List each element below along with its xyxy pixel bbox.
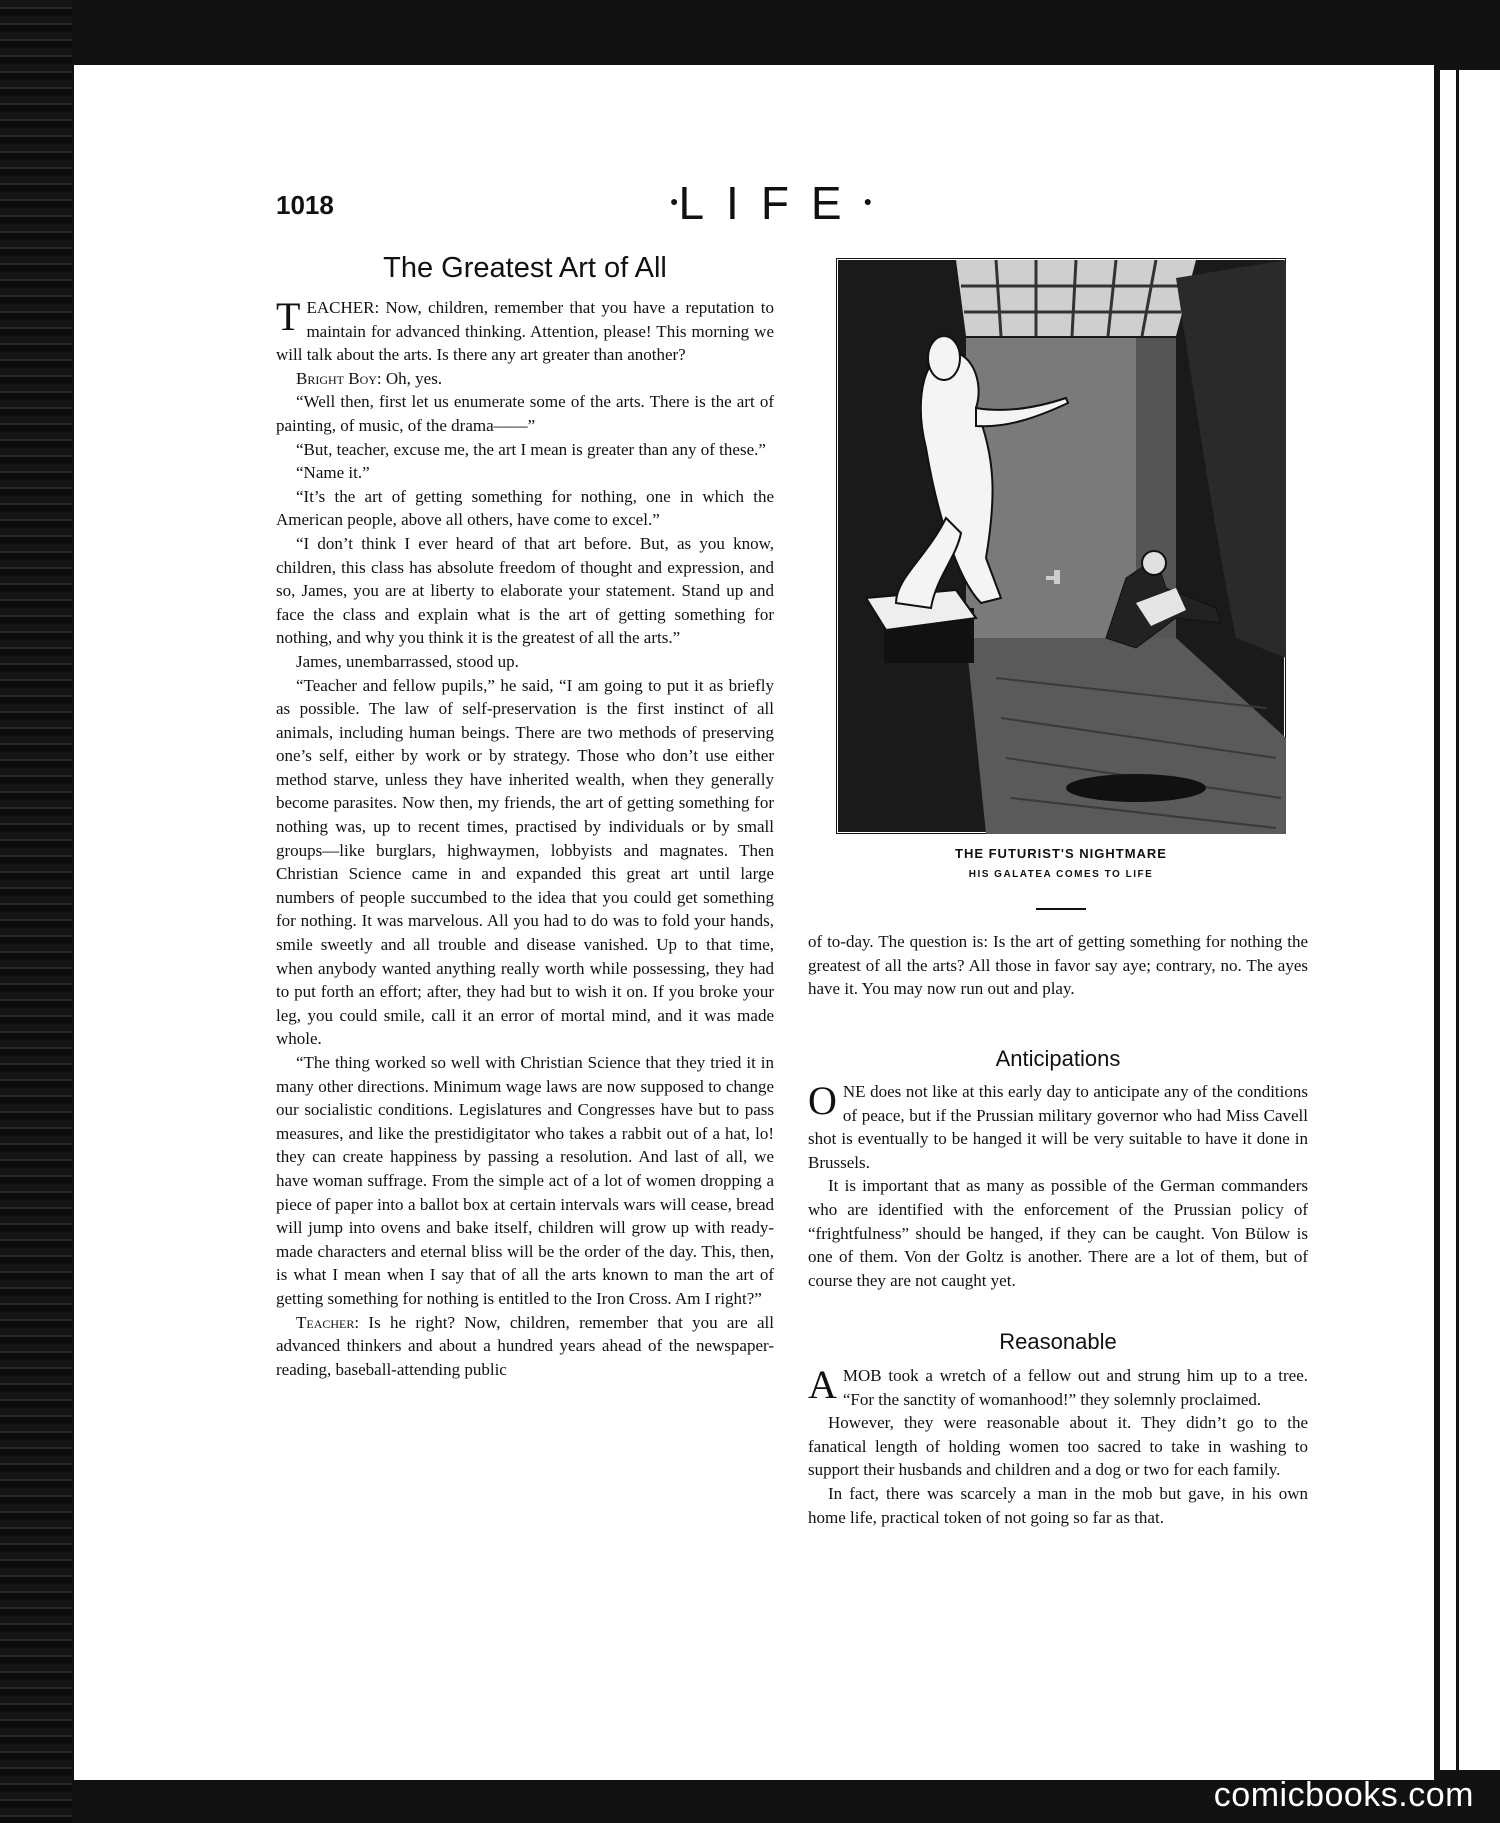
lead-word: MOB [842,1366,882,1385]
dropcap: O [808,1078,837,1123]
article-paragraph [808,1080,1308,1174]
article-title-greatest-art: The Greatest Art of All [383,252,667,284]
paragraph-text: : Now, children, remember that you have a reputation to maintain for advanced thinking. Attention, please! This morning we will talk about the arts. Is there any art greater than another? [276,298,774,365]
lead-word: NE [842,1082,866,1101]
article-paragraph: of to-day. The question is: Is the art of getting something for nothing the greatest of all the arts? All those in favor say aye; contrary, no. The ayes have it. You may now run out and play. [808,932,1308,999]
paragraph-text: took a wretch of a fellow out and strung him up to a tree. “For the sanctity of womanhood!” they solemnly proclaimed. [842,1366,1308,1409]
article-paragraph [276,367,774,391]
article-paragraph: “Name it.” [296,463,370,483]
paragraph-text: : Oh, yes. [376,368,443,388]
masthead [670,176,872,230]
paragraph-text: : Is he right? Now, children, remember that you are all advanced thinkers and about a hundred years ahead of the newspaper-reading, baseball-attending public [276,1312,774,1379]
adjacent-page-edge [1440,70,1500,1770]
article-paragraph: James, unembarrassed, stood up. [296,651,519,671]
paragraph-text: does not like at this early day to anticipate any of the conditions of peace, but if the Prussian military governor who had Miss Cavell shot is eventually to be hanged it will be very suitable to have it done in Brussels. [808,1082,1308,1172]
article-paragraph: “I don’t think I ever heard of that art before. But, as you know, children, this class has absolute freedom of thought and expression, and so, James, you are at liberty to elaborate your statement. Stand up and face the class and explain what is the art of getting something for nothing, and why you think it is the greatest of all the arts.” [276,533,774,648]
watermark: comicbooks.com [1213,1776,1474,1814]
article-paragraph [808,1364,1308,1411]
section-divider [1036,908,1086,910]
article-title-anticipations: Anticipations [995,1046,1121,1071]
dropcap: A [808,1362,837,1407]
article-paragraph: “It’s the art of getting something for nothing, one in which the American people, above all others, have come to excel.” [276,486,774,530]
article-paragraph [276,296,774,367]
dropcap: T [276,294,301,339]
article-paragraph: However, they were reasonable about it. They didn’t go to the fanatical length of holding women too sacred to take in washing to support their husbands and children and a dog or two for each family. [808,1413,1308,1480]
article-title-reasonable: Reasonable [999,1329,1117,1354]
masthead-dot-icon: ● [670,192,679,209]
article-paragraph: “Well then, first let us enumerate some of the arts. There is the art of painting, of music, of the drama——” [276,392,774,435]
article-paragraph: “But, teacher, excuse me, the art I mean is greater than any of these.” [296,439,766,459]
caption-title: THE FUTURIST'S NIGHTMARE [955,846,1167,861]
masthead-title: LIFE [678,177,864,229]
lead-word: EACHER [306,298,375,317]
article-paragraph [276,1311,774,1382]
article-body-reasonable [808,1364,1308,1529]
article-body-greatest-art [276,296,774,1381]
article-body-anticipations [808,1080,1308,1292]
article-paragraph: “Teacher and fellow pupils,” he said, “I am going to put it as briefly as possible. The law of self-preservation is the first instinct of all animals, including human beings. There are two methods of preserving one’s self, either by work or by strategy. Those who don’t use either method starve, unless they have inherited wealth, when they generally become parasites. Now then, my friends, the art of getting something for nothing was, up to recent times, practised by individuals or by small groups—like burglars, highwaymen, lobbyists and magnates. Then Christian Science came in and expanded this great art until large numbers of people succumbed to the idea that you could get something for nothing. It was marvelous. All you had to do was to fold your hands, smile sweetly and all trouble and disease vanished. Up to that time, when anybody wanted anything really worth while possessing, they had to put forth an effort; after, they had but to wish it on. If you broke your leg, you could smile, call it an error of mortal mind, and it was made whole. [276,675,774,1049]
speaker-label: Teacher [296,1312,355,1332]
masthead-dot-icon: ● [863,192,873,209]
illustration-caption [836,846,1286,880]
scan-binding-edge [0,0,72,1823]
article-paragraph: “The thing worked so well with Christian Science that they tried it in many other directions. Minimum wage laws are now supposed to change our socialistic conditions. Legislatures and Congresses have but to pass measures, and like the prestidigitator who takes a rabbit out of a hat, lo! they can create happiness by passing a resolution. And last of all, we have woman suffrage. From the simple act of a lot of women dropping a piece of paper into a ballot box at certain intervals wars will cease, bread will jump into ovens and bake itself, children will grow up with ready-made characters and eternal bliss will be the order of the day. This, then, is what I mean when I say that of all the arts known to man the art of getting something for nothing is entitled to the Iron Cross. Am I right?” [276,1053,774,1308]
article-continuation [808,930,1308,1001]
page-number: 1018 [276,190,334,220]
article-paragraph: It is important that as many as possible of the German commanders who are identified with the enforcement of the Prussian policy of “frightfulness” should be hanged, if they can be caught. Von Bülow is one of them. Von der Goltz is another. There are a lot of them, but of course they are not caught yet. [808,1176,1308,1290]
cartoon-illustration [836,258,1286,834]
article-paragraph: In fact, there was scarcely a man in the mob but gave, in his own home life, practical token of not going so far as that. [808,1483,1308,1527]
caption-subtitle: HIS GALATEA COMES TO LIFE [968,869,1154,880]
speaker-label: Bright Boy [296,368,377,388]
